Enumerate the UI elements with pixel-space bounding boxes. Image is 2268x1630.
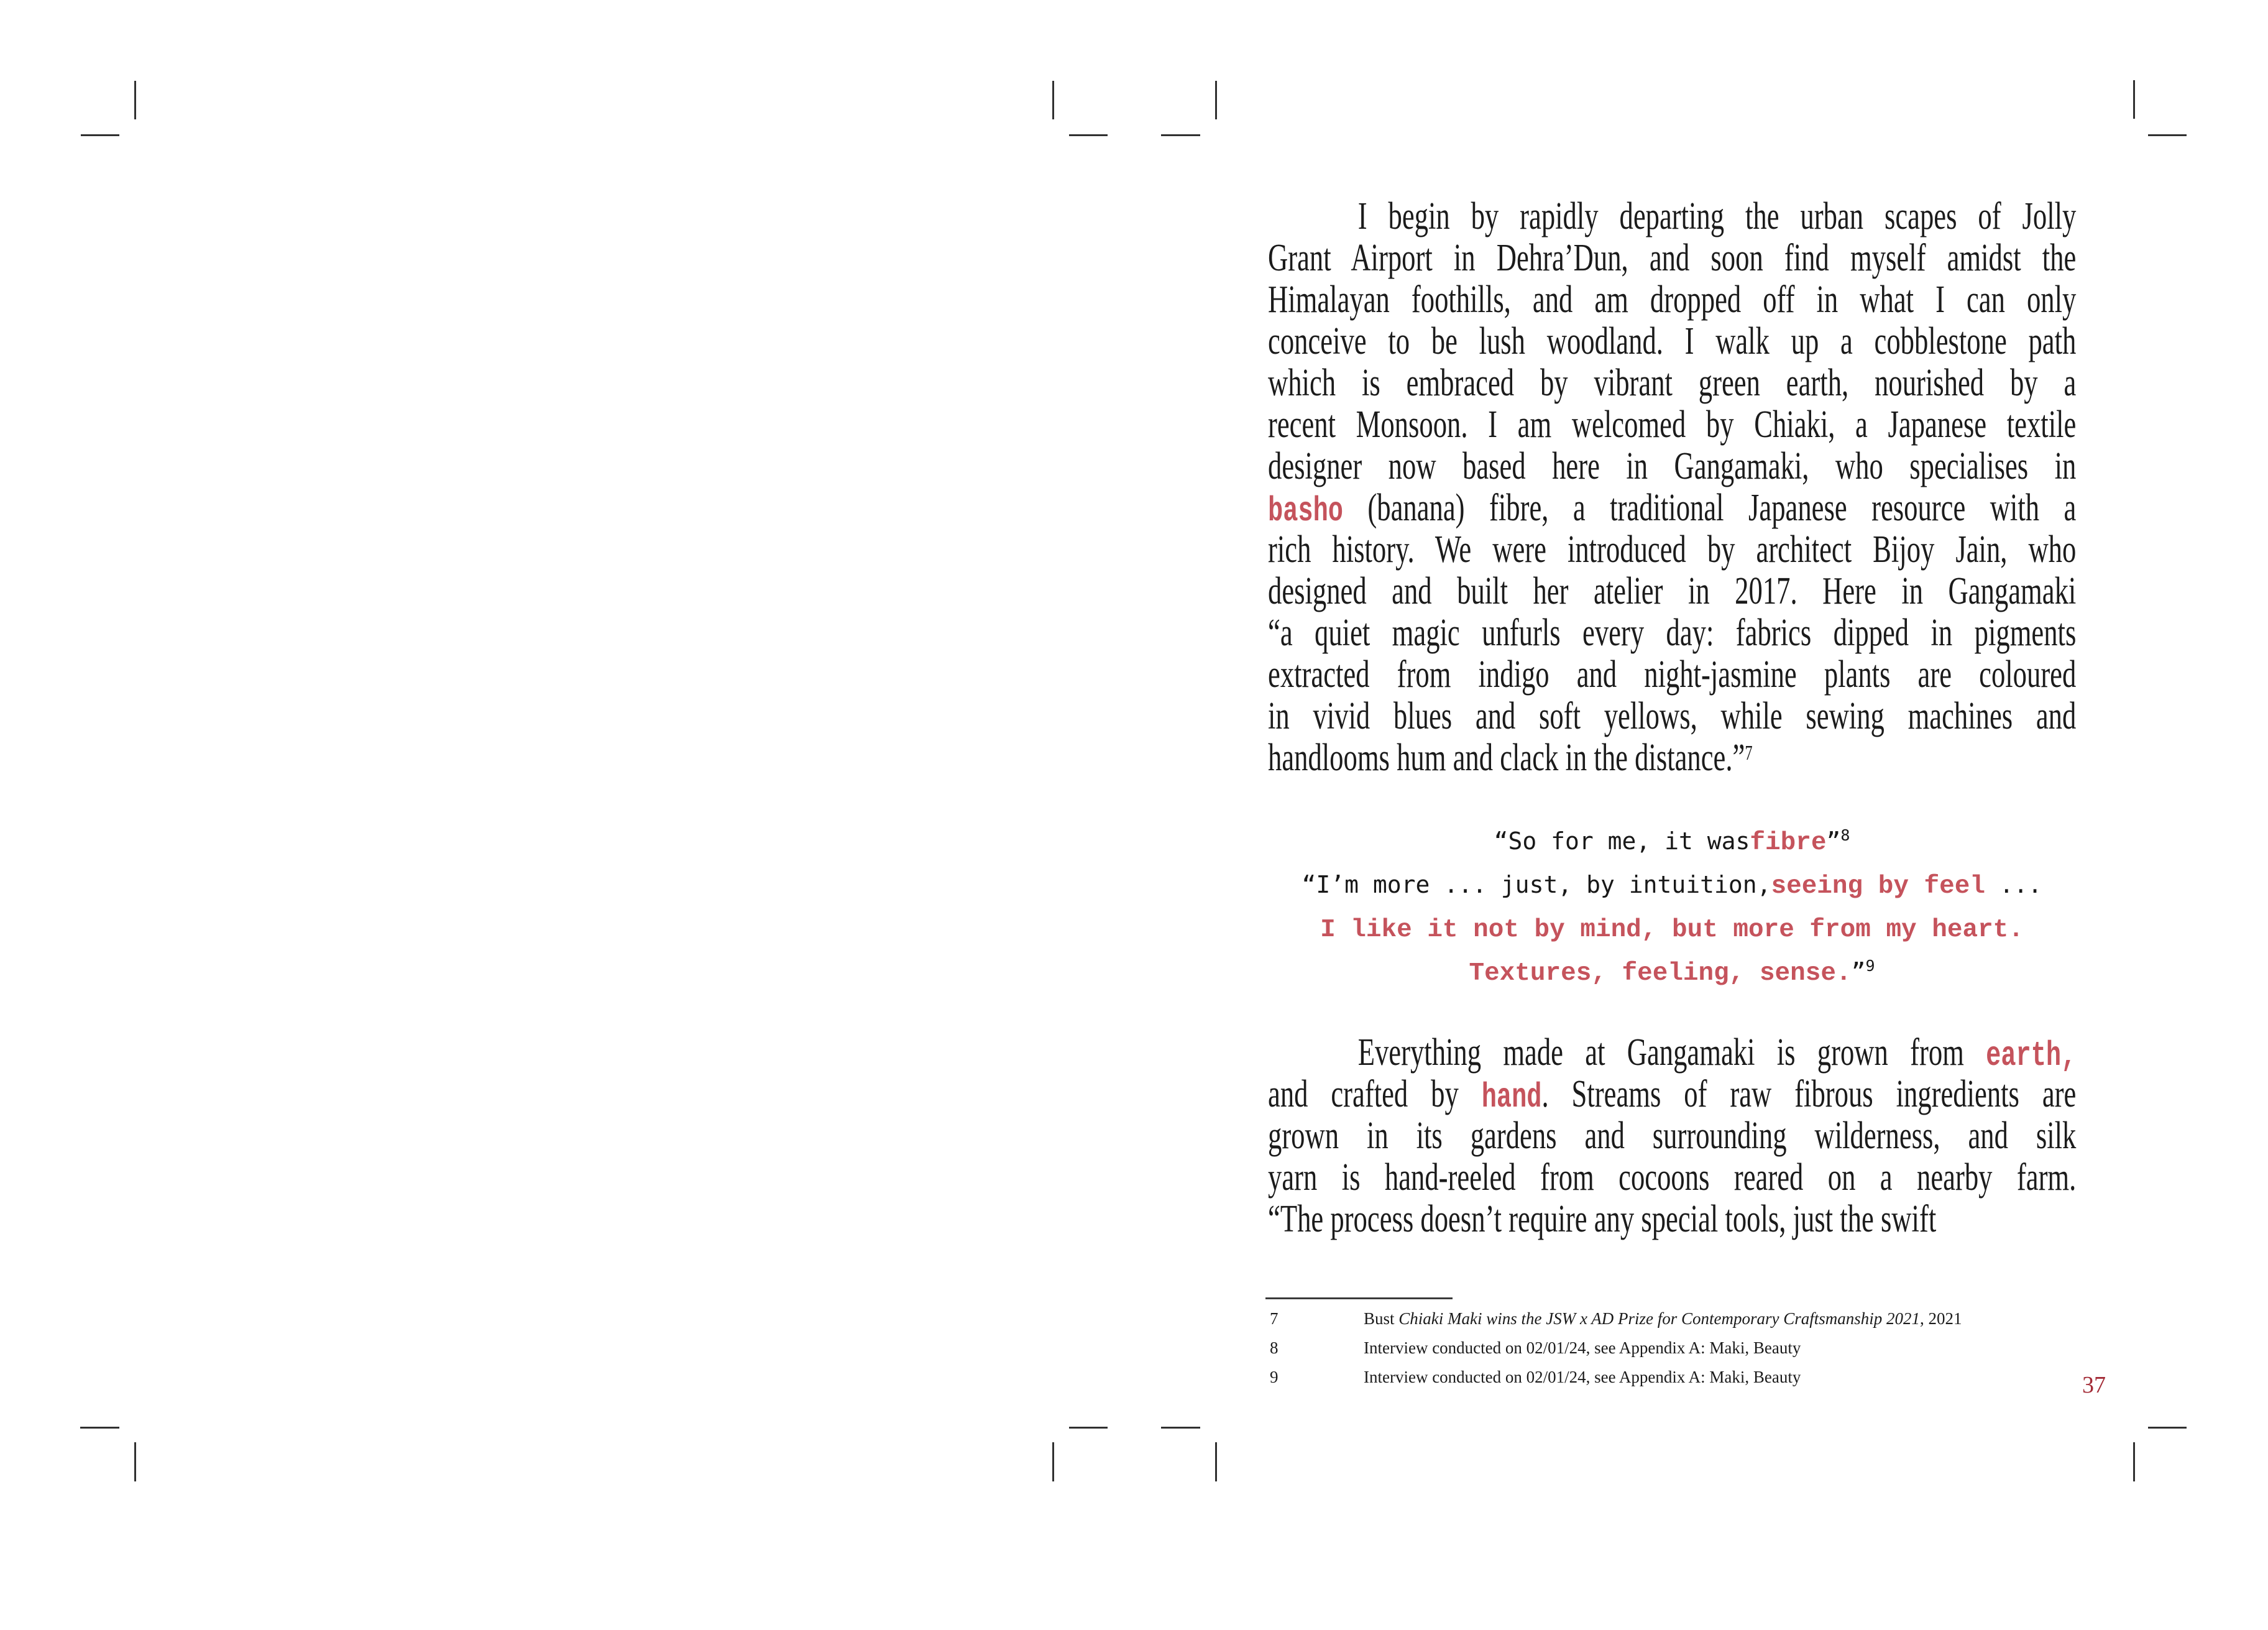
text-line bbox=[1268, 1157, 2076, 1199]
text-segment: 8 bbox=[1840, 826, 1850, 845]
text-line bbox=[1268, 362, 2076, 404]
crop-mark bbox=[1215, 1442, 1217, 1481]
text-line bbox=[1268, 529, 2076, 571]
text-line bbox=[1268, 1032, 2076, 1074]
crop-mark bbox=[1052, 1442, 1054, 1481]
text-line bbox=[1268, 487, 2076, 529]
crop-mark bbox=[134, 81, 136, 119]
text-line bbox=[1268, 321, 2076, 362]
text-segment: “So for me, it was bbox=[1494, 827, 1750, 855]
crop-mark bbox=[2148, 1427, 2187, 1429]
text-segment: Everything made at Gangamaki is grown from bbox=[1357, 1031, 1986, 1074]
text-segment: 7 bbox=[1745, 741, 1753, 765]
text-segment: (banana) fibre, a traditional Japanese resource with a bbox=[1343, 487, 2077, 529]
text-segment: and crafted by bbox=[1268, 1073, 1482, 1115]
text-segment: “I’m more ... just, by intuition, bbox=[1302, 871, 1771, 898]
body-paragraph-1 bbox=[1268, 196, 2076, 779]
crop-mark bbox=[1069, 1427, 1108, 1429]
crop-mark bbox=[134, 1442, 136, 1481]
accent-word: hand bbox=[1481, 1077, 1542, 1117]
text-segment: which is embraced by vibrant green earth, nourished by a bbox=[1268, 362, 2077, 404]
accent-word: fibre bbox=[1750, 829, 1827, 857]
accent-word: I like it not by mind, but more from my heart. bbox=[1320, 916, 2024, 944]
text-segment: ” bbox=[1851, 958, 1866, 985]
footnote-number: 8 bbox=[1270, 1338, 1279, 1357]
crop-mark bbox=[2148, 134, 2187, 136]
footnote-rule bbox=[1265, 1297, 1453, 1299]
text-segment: designer now based here in Gangamaki, who specialises in bbox=[1268, 445, 2077, 487]
crop-mark bbox=[1161, 1427, 1200, 1429]
text-segment: Grant Airport in Dehra’Dun, and soon find myself amidst the bbox=[1268, 237, 2077, 279]
text-line bbox=[1268, 1074, 2076, 1115]
text-line bbox=[1268, 1115, 2076, 1157]
text-segment: I begin by rapidly departing the urban scapes of Jolly bbox=[1357, 195, 2077, 237]
text-segment: 9 bbox=[1865, 957, 1875, 975]
text-line bbox=[1268, 612, 2076, 654]
accent-word: earth, bbox=[1986, 1036, 2077, 1075]
footnote-row bbox=[1268, 1363, 2138, 1392]
footnote-text bbox=[1364, 1333, 2138, 1363]
text-segment: ” bbox=[1826, 827, 1841, 855]
body-paragraph-2 bbox=[1268, 1032, 2076, 1240]
text-segment: in vivid blues and soft yellows, while sewing machines and bbox=[1268, 695, 2077, 737]
left-page bbox=[135, 134, 1053, 1429]
crop-mark bbox=[1161, 134, 1200, 136]
text-segment: ... bbox=[1985, 871, 2042, 898]
text-segment: . Streams of raw fibrous ingredients are bbox=[1541, 1073, 2077, 1115]
crop-mark bbox=[1052, 81, 1054, 119]
footnote-text bbox=[1364, 1363, 2138, 1392]
text-segment: designed and built her atelier in 2017. Here in Gangamaki bbox=[1268, 570, 2077, 612]
accent-word: basho bbox=[1268, 491, 1343, 531]
text-line bbox=[1268, 446, 2076, 487]
text-segment: Bust bbox=[1364, 1309, 1399, 1328]
text-line bbox=[1268, 906, 2076, 950]
footnote-number: 9 bbox=[1270, 1368, 1279, 1386]
text-segment: conceive to be lush woodland. I walk up a cobblestone path bbox=[1268, 320, 2077, 362]
pull-quote bbox=[1268, 819, 2076, 993]
accent-word: Textures, feeling, sense. bbox=[1469, 959, 1852, 988]
text-line bbox=[1268, 737, 2076, 779]
text-segment: Interview conducted on 02/01/24, see Appendix A: Maki, Beauty bbox=[1364, 1368, 1801, 1386]
text-line bbox=[1268, 237, 2076, 279]
text-line bbox=[1268, 404, 2076, 446]
footnote-row bbox=[1268, 1304, 2138, 1333]
text-line bbox=[1268, 819, 2076, 863]
text-line bbox=[1268, 196, 2076, 237]
text-segment: Chiaki Maki wins the JSW x AD Prize for Contemporary Craftsmanship 2021 bbox=[1398, 1309, 1920, 1328]
text-segment: grown in its gardens and surrounding wilderness, and silk bbox=[1268, 1115, 2077, 1157]
footnote-number: 7 bbox=[1270, 1309, 1279, 1328]
footnote-row bbox=[1268, 1333, 2138, 1363]
text-line bbox=[1268, 950, 2076, 993]
text-line bbox=[1268, 863, 2076, 906]
text-line bbox=[1268, 279, 2076, 321]
accent-word: seeing by feel bbox=[1771, 872, 1985, 901]
text-line bbox=[1268, 571, 2076, 612]
text-segment: “a quiet magic unfurls every day: fabrics dipped in pigments bbox=[1268, 612, 2077, 654]
text-segment: Interview conducted on 02/01/24, see Appendix A: Maki, Beauty bbox=[1364, 1338, 1801, 1357]
text-segment: Himalayan foothills, and am dropped off in what I can only bbox=[1268, 279, 2077, 321]
text-segment: extracted from indigo and night-jasmine plants are coloured bbox=[1268, 653, 2077, 696]
crop-mark bbox=[1069, 134, 1108, 136]
text-segment: “The process doesn’t require any special tools, just the swift bbox=[1268, 1198, 1937, 1240]
text-line bbox=[1268, 654, 2076, 696]
text-line bbox=[1268, 696, 2076, 737]
crop-mark bbox=[2133, 80, 2135, 119]
text-segment: handlooms hum and clack in the distance.” bbox=[1268, 737, 1745, 779]
crop-mark bbox=[80, 1427, 119, 1429]
text-segment: yarn is hand-reeled from cocoons reared on a nearby farm. bbox=[1268, 1156, 2077, 1199]
text-segment: rich history. We were introduced by architect Bijoy Jain, who bbox=[1268, 528, 2077, 571]
crop-mark bbox=[1215, 81, 1217, 119]
footnote-list bbox=[1268, 1304, 2138, 1392]
crop-mark bbox=[2133, 1442, 2135, 1481]
text-line bbox=[1268, 1199, 2076, 1240]
crop-mark bbox=[81, 134, 119, 136]
footnote-text bbox=[1364, 1304, 2138, 1333]
text-segment: , 2021 bbox=[1920, 1309, 1962, 1328]
page-number: 37 bbox=[2082, 1372, 2106, 1398]
text-segment: recent Monsoon. I am welcomed by Chiaki, a Japanese textile bbox=[1268, 403, 2077, 446]
